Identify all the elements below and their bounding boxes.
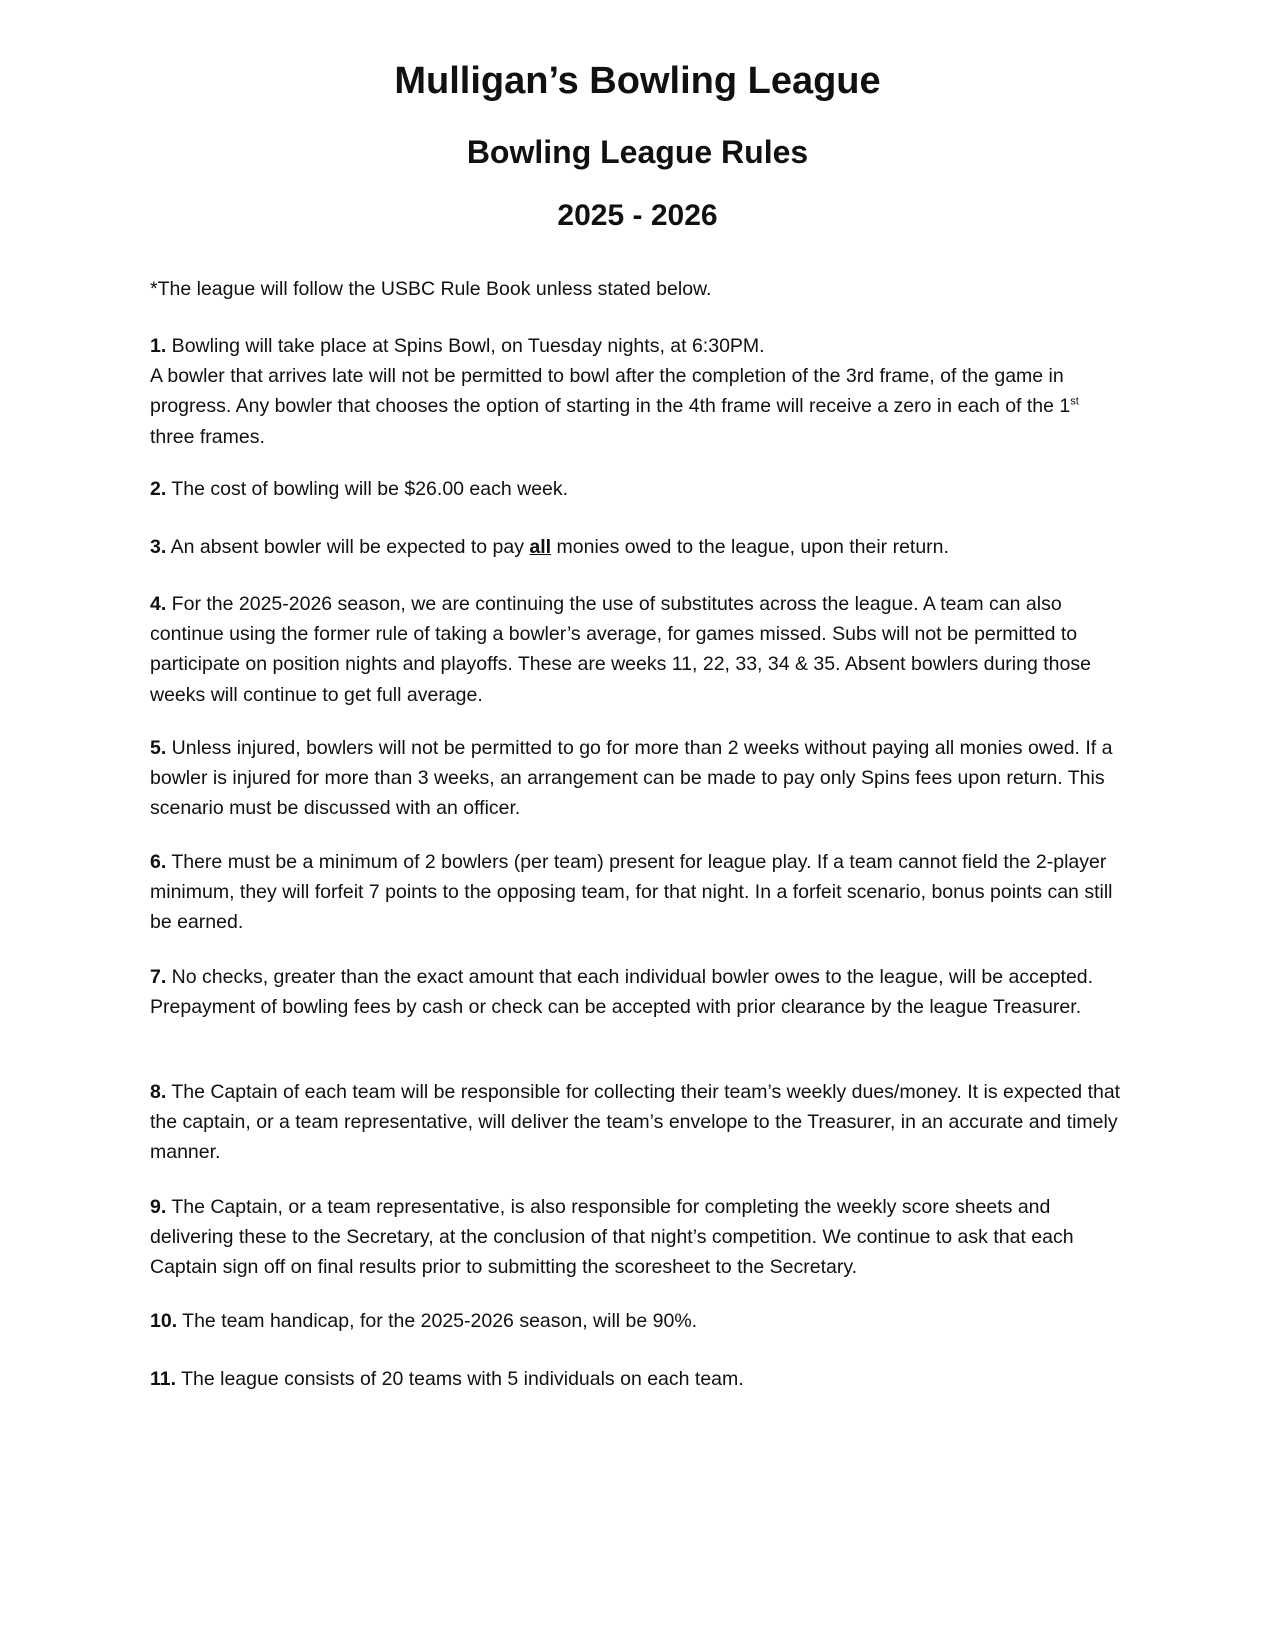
- rule-11: [150, 1364, 1125, 1394]
- rule-1-line1: [150, 331, 1125, 361]
- intro-text: *The league will follow the USBC Rule Book unless stated below.: [150, 278, 712, 300]
- document-subtitle: Bowling League Rules: [466, 134, 809, 170]
- rule-3: [150, 532, 1125, 562]
- rule-3-emphasis: all: [529, 536, 552, 558]
- document-title: Mulligan’s Bowling League: [394, 60, 881, 102]
- rule-5-text: Unless injured, bowlers will not be permitted to go for more than 2 weeks without paying all monies owed. If a bowler is injured for more than 3 weeks, an arrangement can be made to pay only Spins fees upon return. This scenario must be discussed with an officer.: [150, 737, 1113, 820]
- rule-7: [150, 962, 1125, 1022]
- rule-9-number: 9.: [150, 1196, 167, 1218]
- rule-1-details-text: A bowler that arrives late will not be permitted to bowl after the completion of the 3rd frame, of the game in progress. Any bowler that chooses the option of starting in the 4th frame will receive a zero in each of the 1: [150, 365, 1071, 418]
- rule-6-text: There must be a minimum of 2 bowlers (per team) present for league play. If a team cannot field the 2-player minimum, they will forfeit 7 points to the opposing team, for that night. In a forfeit scenario, bonus points can still be earned.: [150, 851, 1113, 934]
- rule-8-number: 8.: [150, 1081, 167, 1103]
- rule-10-text: The team handicap, for the 2025-2026 season, will be 90%.: [177, 1310, 698, 1332]
- rule-2-text: The cost of bowling will be $26.00 each week.: [166, 478, 569, 500]
- rule-3-text-after: monies owed to the league, upon their return.: [551, 536, 949, 558]
- rule-2-number: 2.: [150, 478, 167, 500]
- rule-8: [150, 1077, 1125, 1168]
- rule-10-number: 10.: [150, 1310, 178, 1332]
- rule-1-superscript: st: [1070, 395, 1079, 408]
- rule-9: [150, 1192, 1125, 1283]
- rule-2: [150, 474, 1125, 504]
- rule-3-number: 3.: [150, 536, 167, 558]
- season-heading: 2025 - 2026: [557, 199, 718, 232]
- intro-paragraph: [150, 274, 1125, 304]
- rule-1-details-end: three frames.: [150, 425, 265, 448]
- rule-4: [150, 589, 1125, 710]
- rule-9-text: The Captain, or a team representative, is also responsible for completing the weekly score sheets and delivering these to the Secretary, at the conclusion of that night’s competition. We continue to ask that each Captain sign off on final results prior to submitting the scoresheet to the Secretary.: [150, 1196, 1074, 1279]
- rule-3-text-before: An absent bowler will be expected to pay: [166, 536, 530, 558]
- rule-7-number: 7.: [150, 966, 167, 988]
- rule-7-text: No checks, greater than the exact amount that each individual bowler owes to the league, will be accepted. Prepayment of bowling fees by cash or check can be accepted with prior clearance by the league Treasurer.: [150, 966, 1094, 1019]
- rule-1-number: 1.: [150, 335, 167, 357]
- rule-1-text: Bowling will take place at Spins Bowl, on Tuesday nights, at 6:30PM.: [166, 335, 765, 357]
- rule-4-text: For the 2025-2026 season, we are continuing the use of substitutes across the league. A team can also continue using the former rule of taking a bowler’s average, for games missed. Subs will not be permitted to participate on position nights and playoffs. These are weeks 11, 22, 33, 34 & 35. Absent bowlers during those weeks will continue to get full average.: [150, 593, 1091, 706]
- rule-4-number: 4.: [150, 593, 167, 615]
- rule-1: [150, 331, 1125, 452]
- rule-5-number: 5.: [150, 737, 167, 759]
- rule-11-text: The league consists of 20 teams with 5 individuals on each team.: [176, 1368, 744, 1390]
- rule-11-number: 11.: [150, 1368, 177, 1390]
- rule-6-number: 6.: [150, 851, 167, 873]
- rule-5: [150, 733, 1125, 824]
- rule-1-details: [150, 361, 1125, 452]
- rule-10: [150, 1306, 1125, 1336]
- rule-6: [150, 847, 1125, 938]
- rule-8-text: The Captain of each team will be responsible for collecting their team’s weekly dues/money. It is expected that the captain, or a team representative, will deliver the team’s envelope to the Treasurer, in an accurate and timely manner.: [150, 1081, 1121, 1164]
